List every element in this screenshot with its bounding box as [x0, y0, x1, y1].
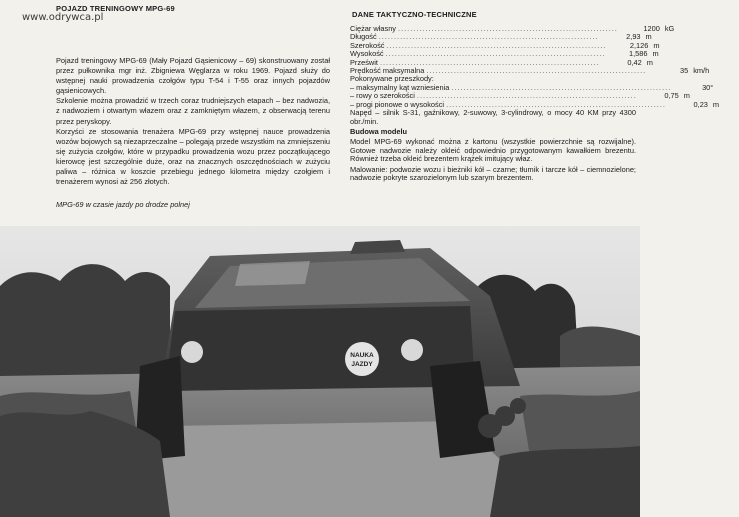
obstacle-row: – progi pionowe o wysokości ........................................................................ 0,23 m: [350, 101, 636, 109]
obstacle-label: – progi pionowe o wysokości: [350, 99, 445, 109]
obstacle-row: – rowy o szerokości ........................................................................ 0,75 m: [350, 92, 636, 100]
obstacle-value: 0,23: [693, 99, 708, 109]
spec-unit: m: [652, 49, 659, 59]
model-paragraph: Malowanie: podwozie wozu i bieżniki kół – czarne; tłumik i tarcze kół – ciemnozielone; nadwozie pokryte szarozielonym lub szarym brezentem.: [350, 164, 636, 183]
obstacle-value: 0,75: [664, 91, 679, 101]
headlight-left: [181, 341, 203, 363]
spec-value: 1200: [643, 24, 660, 33]
article-body: [56, 56, 330, 187]
specs-column: [350, 10, 720, 183]
plate-text-bottom: JAZDY: [351, 361, 373, 368]
drive-text: Napęd – silnik S-31, gaźnikowy, 2-suwowy, 3-cylindrowy, o mocy 40 KM przy 4300 obr./min.: [350, 107, 636, 126]
spec-row: Wysokość ........................................................................ 1,586 m: [350, 50, 636, 58]
obstacle-label: – rowy o szerokości: [350, 91, 415, 101]
specs-list: [350, 24, 720, 109]
headlight-right: [401, 339, 423, 361]
spec-value: 0,42: [627, 57, 642, 67]
spec-label: Prześwit: [350, 57, 378, 67]
spec-unit: m: [646, 57, 653, 67]
spec-row: Szerokość ........................................................................ 2,126 m: [350, 42, 636, 50]
spec-unit: m: [653, 40, 660, 50]
photo-caption: MPG-69 w czasie jazdy po drodze polnej: [56, 200, 190, 209]
spec-row: Długość ........................................................................ 2,93 m: [350, 33, 636, 41]
spec-row: Ciężar własny ........................................................................ 1200 kG: [350, 25, 636, 33]
obstacle-unit: [713, 84, 739, 92]
spec-value: 1,586: [628, 49, 648, 59]
model-heading: Budowa modelu: [350, 127, 408, 137]
obstacle-value: 30°: [702, 82, 714, 92]
obstacles-title: Pokonywane przeszkody:: [350, 74, 434, 84]
spec-unit: km/h: [693, 65, 710, 75]
spec-value: 2,126: [629, 40, 649, 50]
training-plate: [345, 342, 379, 376]
spec-label: Długość: [350, 32, 377, 42]
model-paragraph: Model MPG-69 wykonać można z kartonu (wszystkie powierzchnie są rozwijalne). Gotowe nadwozie należy okleić odpowiednio przygotowanym kawałkiem brezentu. Również trzeba okleić brezentem krążek imitujący właz.: [350, 137, 636, 164]
spec-row: Prędkość maksymalna ........................................................................ 35 km/h: [350, 67, 636, 75]
spec-label: Wysokość: [350, 49, 384, 59]
obstacle-unit: m: [712, 99, 720, 109]
obstacle-row: – maksymalny kąt wzniesienia ........................................................................ 30°: [350, 84, 636, 92]
spec-label: Ciężar własny: [350, 24, 397, 33]
watermark-text: www.odrywca.pl: [22, 12, 104, 23]
spec-value: 35: [679, 65, 689, 75]
article-paragraph: Szkolenie można prowadzić w trzech coraz trudniejszych etapach – bez nadwozia, z nadwoziem i otwartym włazem oraz z zamkniętym włazem, z obserwacją terenu przez peryskopy.: [56, 96, 330, 126]
obstacle-unit: m: [683, 91, 690, 101]
vehicle-photo-graphic: [0, 226, 640, 517]
article-heading: POJAZD TRENINGOWY MPG-69: [56, 4, 175, 13]
spec-label: Szerokość: [350, 40, 385, 50]
specs-heading: DANE TAKTYCZNO-TECHNICZNE: [352, 10, 477, 19]
spec-label: Prędkość maksymalna: [350, 65, 425, 75]
article-paragraph: Pojazd treningowy MPG-69 (Mały Pojazd Gąsienicowy – 69) skonstruowany został przez pułkownika mgr inż. Zbigniewa Węglarza w roku 1969. Pojazd służy do wstępnej nauki prowadzenia czołgów typu T-54 i T-55 oraz innych pojazdów gąsienicowych.: [56, 56, 330, 96]
vehicle-photo: [0, 226, 640, 517]
spec-unit: m: [645, 32, 652, 42]
plate-text-top: NAUKA: [350, 352, 374, 359]
obstacle-label: – maksymalny kąt wzniesienia: [350, 82, 450, 92]
spec-row: Prześwit ........................................................................ 0,42 m: [350, 59, 636, 67]
article-paragraph: Korzyści ze stosowania trenażera MPG-69 przy wstępnej nauce prowadzenia wozów bojowych są niezaprzeczalne – polegają przede wszystkim na zmniejszeniu się zużycia czołgów, które w przypadku prowadzenia wozu przez początkującego kierowcę jest szczególnie duże, oraz na znacznych oszczędnościach w zużyciu paliwa – różnica w koszcie przebiegu jednego kilometra między czołgiem i trenażerem wynosi aż 256 złotych.: [56, 126, 330, 187]
spec-unit: kG: [664, 24, 675, 33]
spec-value: 2,93: [626, 32, 641, 42]
